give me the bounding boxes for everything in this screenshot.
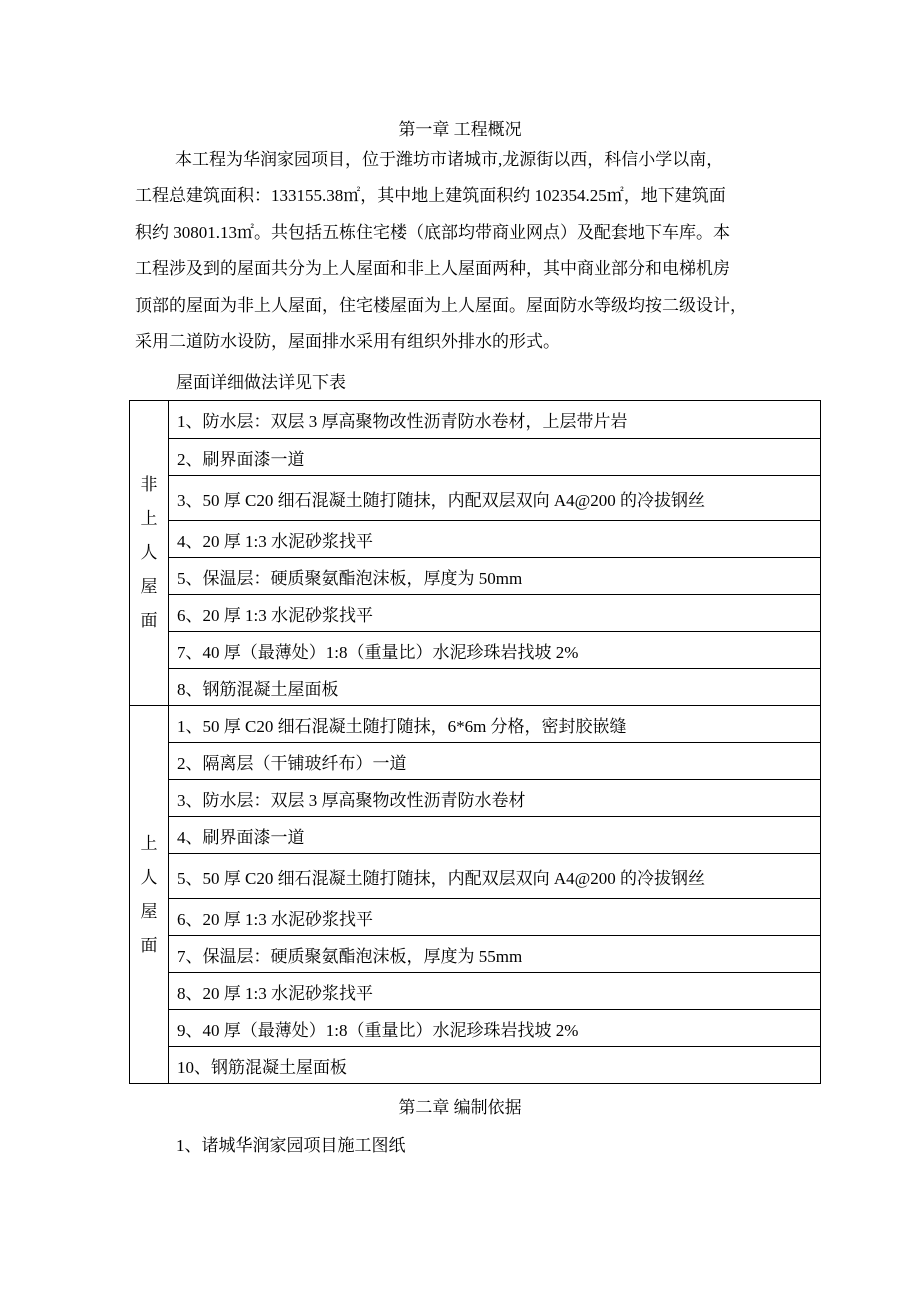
table-row xyxy=(130,780,821,817)
table-row xyxy=(130,899,821,936)
table-row xyxy=(130,817,821,854)
table-row xyxy=(130,521,821,558)
table-row xyxy=(130,706,821,743)
paragraph-line: 工程涉及到的屋面共分为上人屋面和非上人屋面两种，其中商业部分和电梯机房 xyxy=(135,259,730,279)
table-cell: 1、50 厚 C20 细石混凝土随打随抹，6*6m 分格，密封胶嵌缝 xyxy=(169,706,821,743)
table-cell: 1、防水层：双层 3 厚高聚物改性沥青防水卷材，上层带片岩 xyxy=(169,401,821,439)
label-char: 屋 xyxy=(140,577,158,596)
table-row xyxy=(130,401,821,439)
table-cell: 9、40 厚（最薄处）1:8（重量比）水泥珍珠岩找坡 2% xyxy=(169,1010,821,1047)
paragraph-line: 采用二道防水设防，屋面排水采用有组织外排水的形式。 xyxy=(135,332,560,352)
chapter2-title: 第二章 编制依据 xyxy=(398,1098,522,1117)
table-row xyxy=(130,936,821,973)
basis-item: 1、诸城华润家园项目施工图纸 xyxy=(176,1136,406,1155)
table-cell: 3、50 厚 C20 细石混凝土随打随抹，内配双层双向 A4@200 的冷拔钢丝 xyxy=(169,476,821,521)
table-cell: 6、20 厚 1:3 水泥砂浆找平 xyxy=(169,595,821,632)
table-row xyxy=(130,595,821,632)
table-row xyxy=(130,632,821,669)
table-caption: 屋面详细做法详见下表 xyxy=(176,373,346,392)
label-char: 上 xyxy=(140,509,158,528)
table-cell: 5、保温层：硬质聚氨酯泡沫板，厚度为 50mm xyxy=(169,558,821,595)
table-cell: 7、40 厚（最薄处）1:8（重量比）水泥珍珠岩找坡 2% xyxy=(169,632,821,669)
label-char: 上 xyxy=(140,833,158,853)
chapter1-paragraph xyxy=(135,142,795,360)
table-cell: 2、刷界面漆一道 xyxy=(169,439,821,476)
paragraph-line: 积约 30801.13㎡。共包括五栋住宅楼（底部均带商业网点）及配套地下车库。本 xyxy=(135,222,730,242)
accessible-roof-label xyxy=(130,706,169,1084)
table-cell: 3、防水层：双层 3 厚高聚物改性沥青防水卷材 xyxy=(169,780,821,817)
table-cell: 2、隔离层（干铺玻纤布）一道 xyxy=(169,743,821,780)
table-row xyxy=(130,558,821,595)
paragraph-line: 工程总建筑面积：133155.38㎡，其中地上建筑面积约 102354.25㎡，地下建筑面 xyxy=(135,186,726,206)
table-cell: 7、保温层：硬质聚氨酯泡沫板，厚度为 55mm xyxy=(169,936,821,973)
table-cell: 8、钢筋混凝土屋面板 xyxy=(169,669,821,706)
label-char: 屋 xyxy=(140,901,158,921)
label-char: 人 xyxy=(140,543,158,562)
table-row xyxy=(130,439,821,476)
table-row xyxy=(130,743,821,780)
table-cell: 4、20 厚 1:3 水泥砂浆找平 xyxy=(169,521,821,558)
table-cell: 6、20 厚 1:3 水泥砂浆找平 xyxy=(169,899,821,936)
paragraph-line: 本工程为华润家园项目，位于潍坊市诸城市,龙源街以西，科信小学以南， xyxy=(175,150,724,169)
label-char: 面 xyxy=(140,935,158,955)
table-row xyxy=(130,973,821,1010)
table-row xyxy=(130,1010,821,1047)
table-cell: 10、钢筋混凝土屋面板 xyxy=(169,1047,821,1084)
table-cell: 4、刷界面漆一道 xyxy=(169,817,821,854)
roof-construction-table xyxy=(129,400,821,1084)
table-cell: 8、20 厚 1:3 水泥砂浆找平 xyxy=(169,973,821,1010)
label-char: 面 xyxy=(140,611,158,630)
chapter1-title: 第一章 工程概况 xyxy=(398,120,522,139)
paragraph-line: 顶部的屋面为非上人屋面，住宅楼屋面为上人屋面。屋面防水等级均按二级设计， xyxy=(135,295,747,315)
table-row xyxy=(130,476,821,521)
label-char: 非 xyxy=(140,475,158,494)
label-char: 人 xyxy=(140,867,158,887)
table-row xyxy=(130,854,821,899)
table-row xyxy=(130,669,821,706)
non-accessible-roof-label xyxy=(130,401,169,706)
table-row xyxy=(130,1047,821,1084)
table-cell: 5、50 厚 C20 细石混凝土随打随抹，内配双层双向 A4@200 的冷拔钢丝 xyxy=(169,854,821,899)
